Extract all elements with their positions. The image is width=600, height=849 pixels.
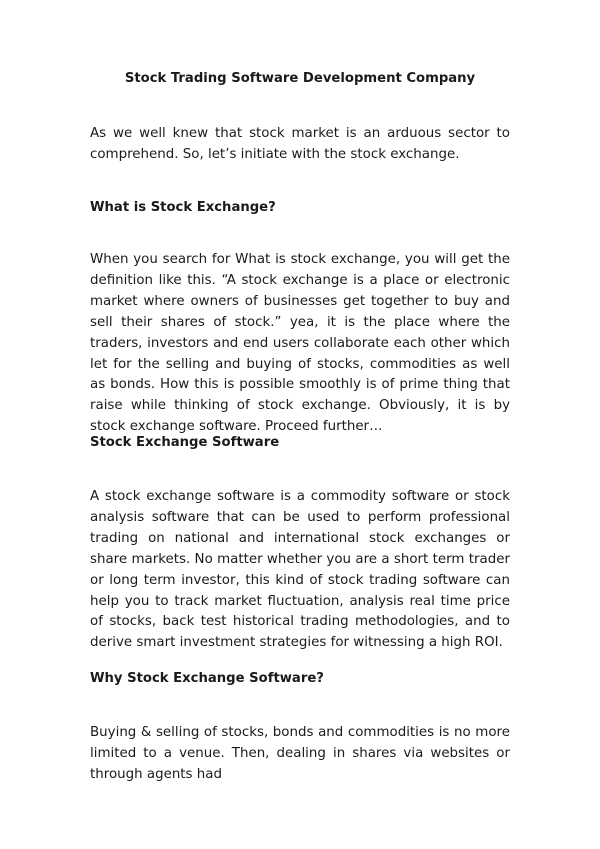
section-body-stock-exchange-software: A stock exchange software is a commodity software or stock analysis software that can be used to perform professional trading on national and international stock exchanges or share markets. No matter whether you are a short term trader or long term investor, this kind of stock trading software can help you to track market fluctuation, analysis real time price of stocks, back test historical trading methodologies, and to derive smart investment strategies for witnessing a high ROI. [90, 489, 510, 651]
section-heading-stock-exchange-software: Stock Exchange Software [90, 435, 280, 450]
section-body-what-is-stock-exchange: When you search for What is stock exchange, you will get the definition like this. “A stock exchange is a place or electronic market where owners of businesses get together to buy and sell their shares of stock.” yea, it is the place where the traders, investors and end users collaborate each other which let for the selling and buying of stocks, commodities as well as bonds. How this is possible smoothly is of prime thing that raise while thinking of stock exchange. Obviously, it is by stock exchange software. Proceed further… [90, 252, 510, 435]
intro-paragraph: As we well knew that stock market is an arduous sector to comprehend. So, let’s initiate with the stock exchange. [90, 126, 510, 162]
section-heading-what-is-stock-exchange: What is Stock Exchange? [90, 200, 276, 215]
page-title: Stock Trading Software Development Company [124, 71, 476, 86]
section-heading-why-stock-exchange-software: Why Stock Exchange Software? [90, 671, 324, 686]
section-body-why-stock-exchange-software: Buying & selling of stocks, bonds and commodities is no more limited to a venue. Then, dealing in shares via websites or through agents had [90, 725, 510, 782]
